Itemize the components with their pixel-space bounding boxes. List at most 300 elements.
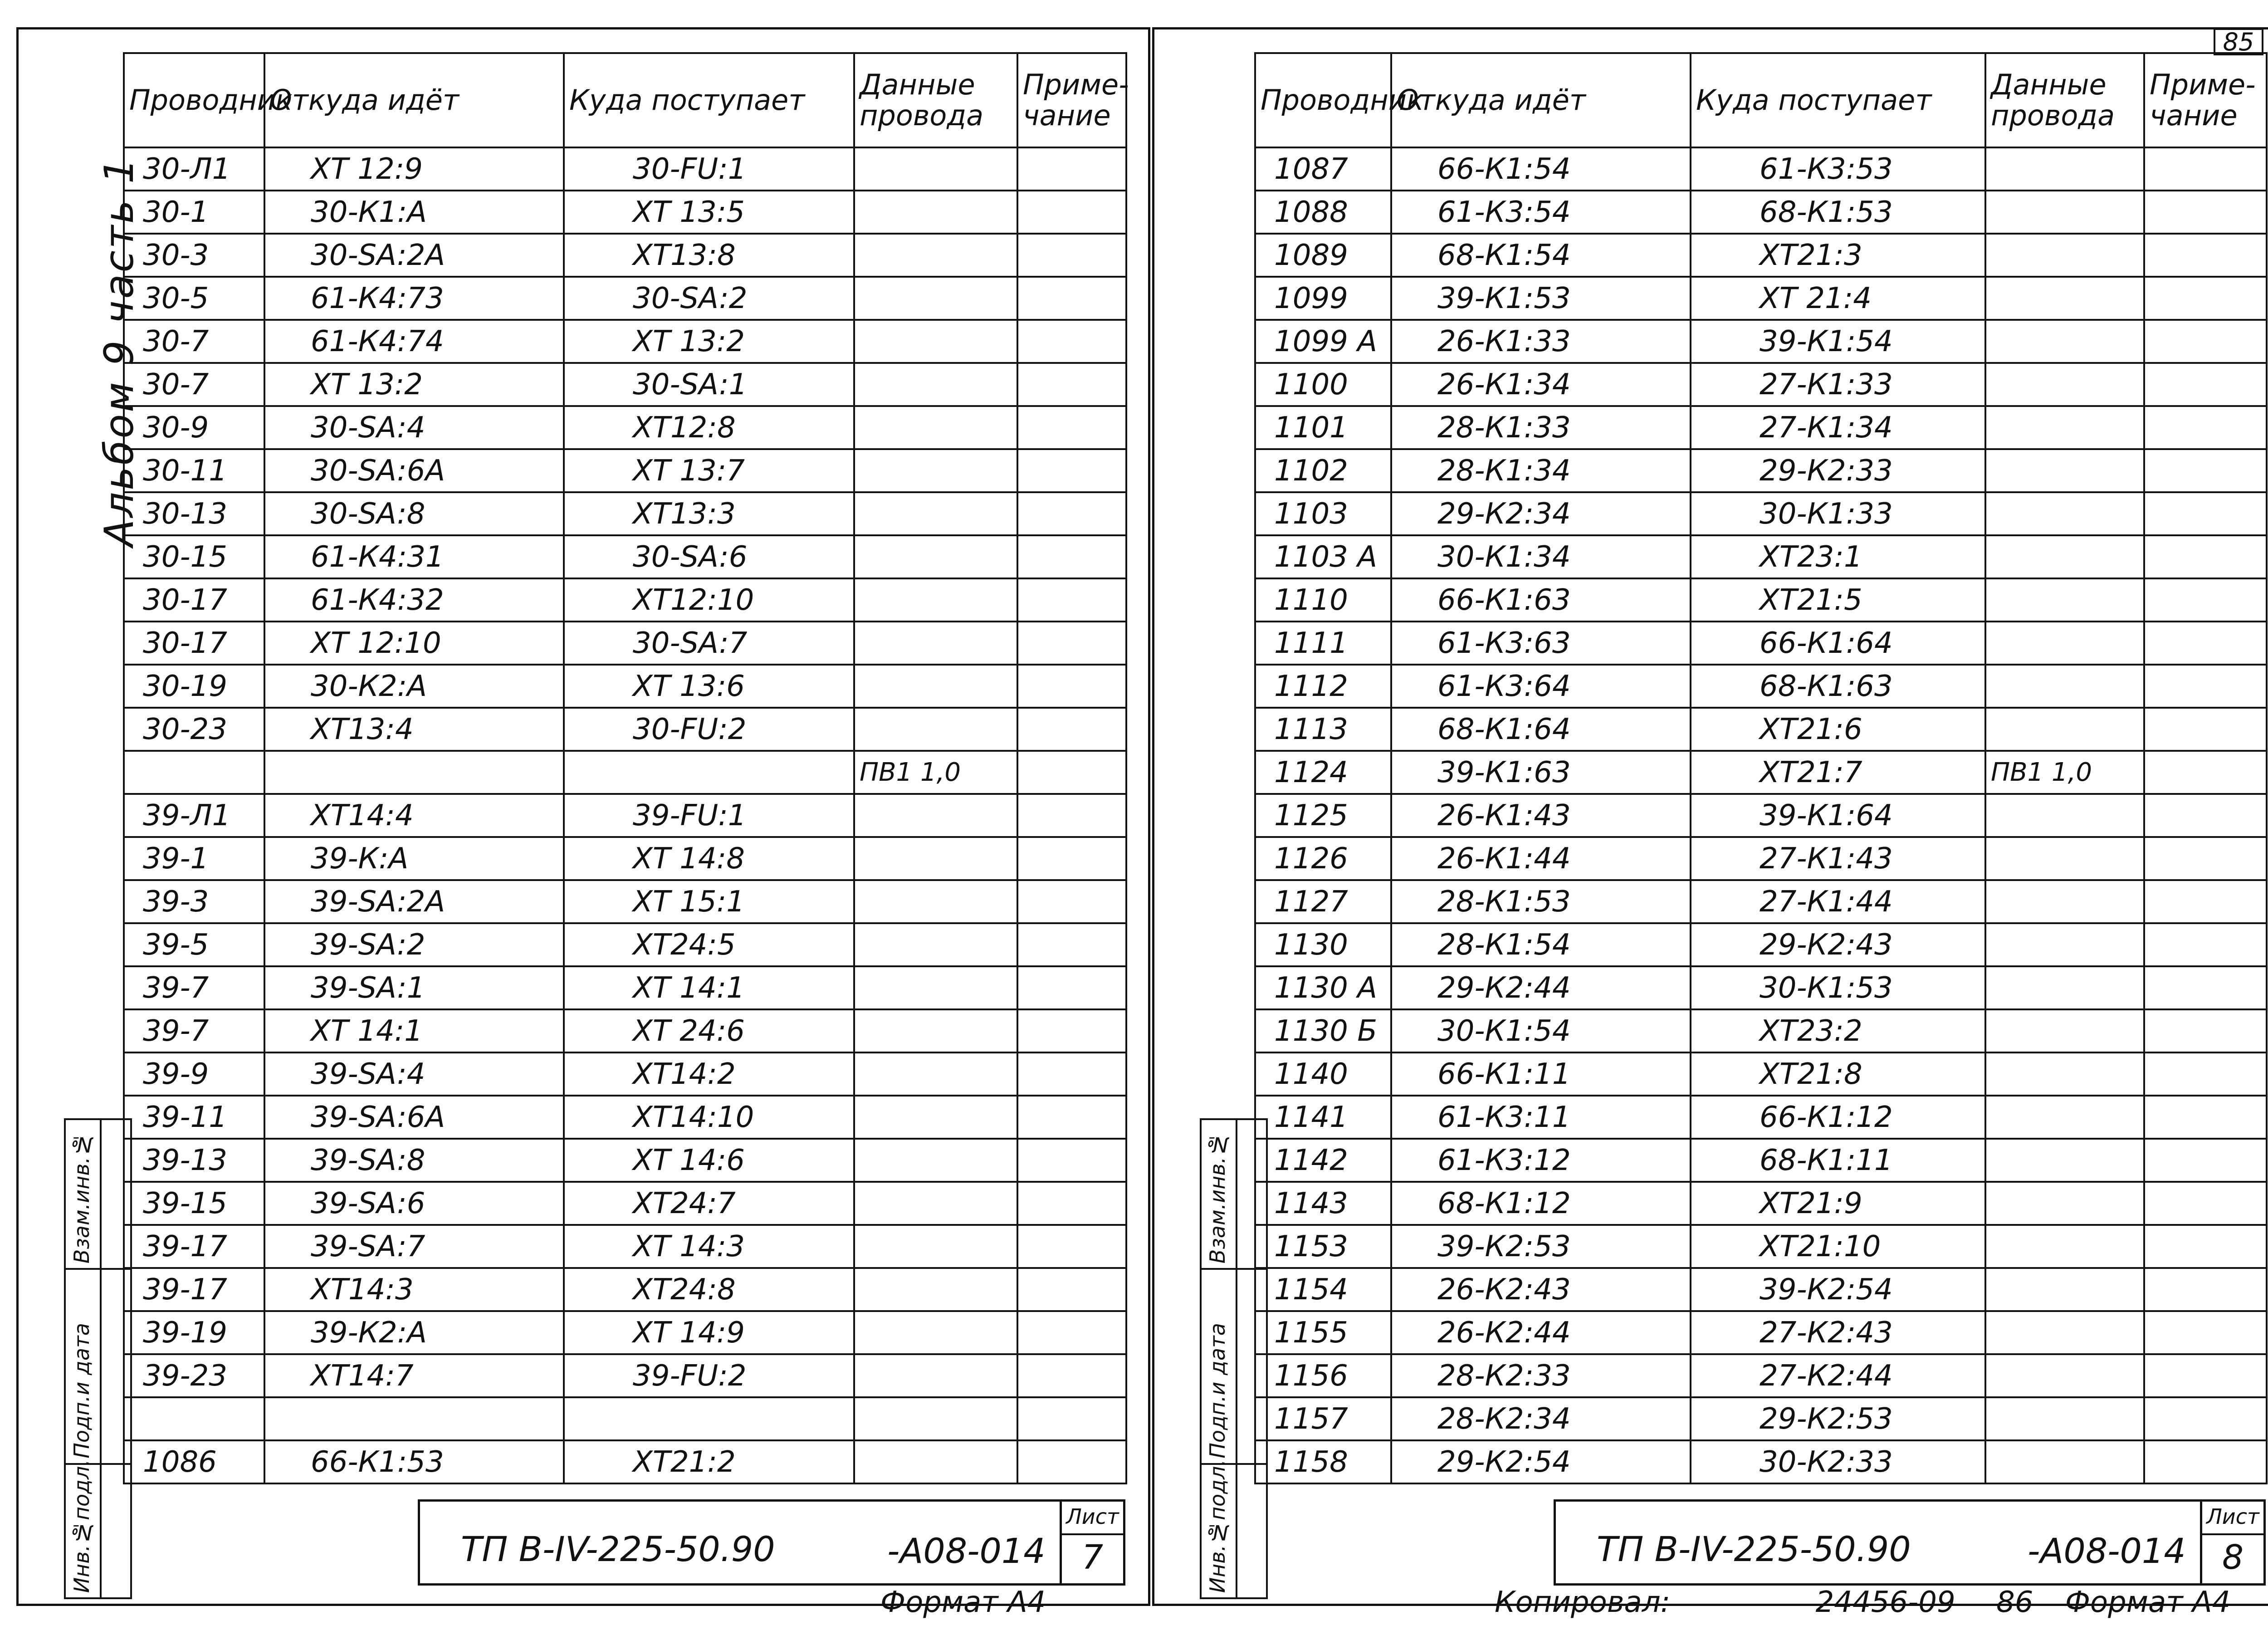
- table-row: [124, 535, 1126, 578]
- cell-wire: 1126: [1255, 837, 1391, 880]
- cell-wire-data: [854, 1354, 1017, 1397]
- table-row: [124, 1182, 1126, 1225]
- table-row: [1255, 794, 2267, 837]
- cell-to: 30-К2:33: [1691, 1440, 1985, 1483]
- table-row: [124, 837, 1126, 880]
- cell-from: 61-К4:31: [264, 535, 564, 578]
- cell-wire: 1110: [1255, 578, 1391, 622]
- col-header-wire-data: Данные провода: [854, 53, 1017, 147]
- cell-wire-data: [854, 1182, 1017, 1225]
- cell-from: 66-К1:54: [1391, 147, 1691, 191]
- cell-wire-data: [854, 1311, 1017, 1354]
- cell-wire: [124, 751, 264, 794]
- table-row: [1255, 578, 2267, 622]
- cell-wire: 1143: [1255, 1182, 1391, 1225]
- cell-to: ХТ21:9: [1691, 1182, 1985, 1225]
- cell-wire-data: [854, 1052, 1017, 1096]
- cell-from: 26-К1:44: [1391, 837, 1691, 880]
- table-row: [1255, 492, 2267, 535]
- cell-from: 28-К1:34: [1391, 449, 1691, 492]
- table-header: [1255, 53, 2267, 147]
- cell-note: [1017, 1311, 1126, 1354]
- cell-note: [2144, 794, 2267, 837]
- cell-note: [1017, 147, 1126, 191]
- cell-wire: 39-7: [124, 1009, 264, 1052]
- stamp-replace-inv: Взам.инв.№: [1202, 1120, 1266, 1270]
- cell-wire-data: [1985, 191, 2144, 234]
- footer-page-number: 86: [1996, 1586, 2033, 1619]
- table-row: [1255, 880, 2267, 923]
- cell-from: 30-К1:34: [1391, 535, 1691, 578]
- cell-note: [2144, 1182, 2267, 1225]
- cell-wire-data: [1985, 449, 2144, 492]
- cell-wire-data: [1985, 1440, 2144, 1483]
- table-row: [124, 665, 1126, 708]
- cell-from: ХТ14:3: [264, 1268, 564, 1311]
- cell-wire-data: [1985, 363, 2144, 406]
- cell-to: 30-SA:2: [564, 277, 854, 320]
- cell-wire: 1099: [1255, 277, 1391, 320]
- cell-to: ХТ 15:1: [564, 880, 854, 923]
- cell-note: [2144, 578, 2267, 622]
- cell-from: ХТ 13:2: [264, 363, 564, 406]
- table-row: [124, 1397, 1126, 1440]
- cell-to: 30-К1:33: [1691, 492, 1985, 535]
- table-row: [1255, 1354, 2267, 1397]
- cell-wire: 1130: [1255, 923, 1391, 966]
- cell-note: [2144, 406, 2267, 449]
- cell-to: 27-К1:34: [1691, 406, 1985, 449]
- cell-note: [2144, 1225, 2267, 1268]
- cell-wire-data: [1985, 1268, 2144, 1311]
- cell-wire-data: [1985, 277, 2144, 320]
- cell-note: [2144, 1096, 2267, 1139]
- table-row: [124, 1354, 1126, 1397]
- cell-wire: 39-11: [124, 1096, 264, 1139]
- cell-wire-data: [854, 923, 1017, 966]
- col-header-to: Куда поступает: [1691, 53, 1985, 147]
- cell-wire: 1153: [1255, 1225, 1391, 1268]
- cell-note: [1017, 837, 1126, 880]
- cell-wire: 1099 А: [1255, 320, 1391, 363]
- cell-to: ХТ 14:3: [564, 1225, 854, 1268]
- album-title: Альбом 9 часть 1: [96, 157, 142, 547]
- cell-from: 26-К2:44: [1391, 1311, 1691, 1354]
- cell-from: ХТ 14:1: [264, 1009, 564, 1052]
- table-row: [1255, 363, 2267, 406]
- cell-wire: 30-15: [124, 535, 264, 578]
- cell-from: 28-К2:33: [1391, 1354, 1691, 1397]
- table-row: [1255, 277, 2267, 320]
- cell-wire-data: [1985, 880, 2144, 923]
- cell-wire-data: [854, 622, 1017, 665]
- cell-from: 28-К1:53: [1391, 880, 1691, 923]
- cell-wire: 30-3: [124, 234, 264, 277]
- cell-from: 61-К4:32: [264, 578, 564, 622]
- cell-note: [1017, 535, 1126, 578]
- cell-to: 30-К1:53: [1691, 966, 1985, 1009]
- col-header-from: Откуда идёт: [1391, 53, 1691, 147]
- cell-to: 68-К1:11: [1691, 1139, 1985, 1182]
- cell-wire-data: [1985, 1052, 2144, 1096]
- table-row: [1255, 147, 2267, 191]
- cell-from: 66-К1:63: [1391, 578, 1691, 622]
- cell-note: [1017, 578, 1126, 622]
- cell-to: ХТ24:8: [564, 1268, 854, 1311]
- cell-from: ХТ 12:10: [264, 622, 564, 665]
- table-row: [124, 1440, 1126, 1483]
- cell-note: [2144, 880, 2267, 923]
- table-row: [1255, 1397, 2267, 1440]
- cell-from: 30-К1:А: [264, 191, 564, 234]
- cell-from: 61-К3:54: [1391, 191, 1691, 234]
- sheet-label: Лист: [1062, 1502, 1123, 1535]
- cell-to: 30-SA:6: [564, 535, 854, 578]
- cell-from: 39-SA:1: [264, 966, 564, 1009]
- cell-from: 28-К1:33: [1391, 406, 1691, 449]
- cell-from: 61-К3:11: [1391, 1096, 1691, 1139]
- stamp-sign-date: Подп.и дата: [66, 1270, 130, 1465]
- cell-from: ХТ14:7: [264, 1354, 564, 1397]
- cell-note: [2144, 449, 2267, 492]
- cell-to: 68-К1:63: [1691, 665, 1985, 708]
- cell-wire: 39-19: [124, 1311, 264, 1354]
- cell-wire-data: [854, 492, 1017, 535]
- cell-from: 30-SA:2А: [264, 234, 564, 277]
- cell-note: [1017, 622, 1126, 665]
- cell-wire-data: [854, 1268, 1017, 1311]
- cell-wire: 1113: [1255, 708, 1391, 751]
- cell-note: [1017, 1009, 1126, 1052]
- cell-to: ХТ 13:2: [564, 320, 854, 363]
- cell-wire-data: [1985, 708, 2144, 751]
- cell-to: ХТ21:2: [564, 1440, 854, 1483]
- cell-wire: 39-13: [124, 1139, 264, 1182]
- table-row: [124, 880, 1126, 923]
- cell-to: ХТ 14:6: [564, 1139, 854, 1182]
- cell-from: 28-К1:54: [1391, 923, 1691, 966]
- cell-wire-data: [854, 837, 1017, 880]
- cell-to: 27-К1:44: [1691, 880, 1985, 923]
- cell-from: 68-К1:54: [1391, 234, 1691, 277]
- table-row: [1255, 665, 2267, 708]
- table-row: [124, 1052, 1126, 1096]
- cell-from: 61-К3:63: [1391, 622, 1691, 665]
- table-row: [1255, 1440, 2267, 1483]
- table-row: [124, 578, 1126, 622]
- cell-to: ХТ12:10: [564, 578, 854, 622]
- cell-from: 26-К1:43: [1391, 794, 1691, 837]
- cell-wire-data: [854, 1225, 1017, 1268]
- cell-to: 30-FU:2: [564, 708, 854, 751]
- table-row: [1255, 234, 2267, 277]
- order-number: 24456-09: [1815, 1586, 1955, 1619]
- cell-note: [2144, 535, 2267, 578]
- cell-to: ХТ 14:9: [564, 1311, 854, 1354]
- cell-wire-data: [1985, 1139, 2144, 1182]
- cell-to: ХТ 13:7: [564, 449, 854, 492]
- cell-note: [2144, 277, 2267, 320]
- cell-note: [1017, 1440, 1126, 1483]
- table-row: [124, 1311, 1126, 1354]
- table-row: [1255, 1009, 2267, 1052]
- cell-to: 27-К1:43: [1691, 837, 1985, 880]
- table-row: [124, 751, 1126, 794]
- wire-table-right: [1254, 52, 2268, 1484]
- cell-wire: 1125: [1255, 794, 1391, 837]
- cell-wire: 1158: [1255, 1440, 1391, 1483]
- cell-note: [2144, 191, 2267, 234]
- cell-wire: 1141: [1255, 1096, 1391, 1139]
- cell-wire-data: [1985, 535, 2144, 578]
- cell-to: 39-FU:2: [564, 1354, 854, 1397]
- cell-note: [2144, 147, 2267, 191]
- cell-note: [1017, 923, 1126, 966]
- table-row: [1255, 191, 2267, 234]
- cell-wire: 1156: [1255, 1354, 1391, 1397]
- cell-note: [2144, 492, 2267, 535]
- cell-wire-data: [1985, 837, 2144, 880]
- cell-wire: 30-17: [124, 578, 264, 622]
- cell-from: ХТ13:4: [264, 708, 564, 751]
- cell-note: [1017, 1139, 1126, 1182]
- document-suffix: -А08-014: [887, 1531, 1046, 1571]
- table-row: [1255, 622, 2267, 665]
- cell-to: 66-К1:64: [1691, 622, 1985, 665]
- cell-note: [1017, 191, 1126, 234]
- cell-from: 28-К2:34: [1391, 1397, 1691, 1440]
- table-row: [124, 406, 1126, 449]
- copied-label: Копировал:: [1495, 1586, 1671, 1619]
- cell-from: 26-К1:33: [1391, 320, 1691, 363]
- cell-from: ХТ14:4: [264, 794, 564, 837]
- cell-to: ХТ14:2: [564, 1052, 854, 1096]
- cell-from: 29-К2:44: [1391, 966, 1691, 1009]
- cell-wire: 30-7: [124, 363, 264, 406]
- table-row: [124, 708, 1126, 751]
- cell-wire-data: [1985, 622, 2144, 665]
- cell-from: 39-SA:8: [264, 1139, 564, 1182]
- cell-to: ХТ24:5: [564, 923, 854, 966]
- cell-to: ХТ 14:8: [564, 837, 854, 880]
- col-header-note: Приме-чание: [2144, 53, 2267, 147]
- copied-by: [1495, 1586, 2230, 1619]
- title-block-left: [418, 1499, 1125, 1586]
- cell-wire: 39-15: [124, 1182, 264, 1225]
- table-row: [124, 1268, 1126, 1311]
- cell-note: [2144, 363, 2267, 406]
- cell-note: [1017, 277, 1126, 320]
- format-label: Формат А4: [880, 1586, 1046, 1619]
- cell-wire-data: [854, 147, 1017, 191]
- table-row: [1255, 1139, 2267, 1182]
- cell-to: 29-К2:33: [1691, 449, 1985, 492]
- cell-wire: 1112: [1255, 665, 1391, 708]
- cell-to: [564, 751, 854, 794]
- table-header: [124, 53, 1126, 147]
- cell-note: [1017, 1397, 1126, 1440]
- cell-from: 39-К1:53: [1391, 277, 1691, 320]
- cell-from: 61-К4:74: [264, 320, 564, 363]
- cell-from: 68-К1:64: [1391, 708, 1691, 751]
- cell-note: [1017, 449, 1126, 492]
- cell-from: 30-SA:6А: [264, 449, 564, 492]
- cell-to: ХТ21:8: [1691, 1052, 1985, 1096]
- cell-from: 39-К1:63: [1391, 751, 1691, 794]
- table-row: [124, 363, 1126, 406]
- cell-from: 30-SA:8: [264, 492, 564, 535]
- cell-from: 30-К2:А: [264, 665, 564, 708]
- cell-wire-data: [854, 449, 1017, 492]
- cell-from: [264, 751, 564, 794]
- table-row: [1255, 1268, 2267, 1311]
- cell-wire-data: [854, 966, 1017, 1009]
- sheet-box: [1060, 1502, 1123, 1583]
- cell-wire-data: ПВ1 1,0: [854, 751, 1017, 794]
- cell-wire-data: [1985, 923, 2144, 966]
- cell-from: 29-К2:54: [1391, 1440, 1691, 1483]
- table-row: [1255, 923, 2267, 966]
- cell-note: [1017, 320, 1126, 363]
- cell-note: [1017, 1354, 1126, 1397]
- cell-wire: 1154: [1255, 1268, 1391, 1311]
- cell-note: [2144, 966, 2267, 1009]
- cell-from: 66-К1:53: [264, 1440, 564, 1483]
- cell-note: [1017, 406, 1126, 449]
- cell-note: [1017, 234, 1126, 277]
- cell-note: [1017, 665, 1126, 708]
- col-header-to: Куда поступает: [564, 53, 854, 147]
- cell-to: ХТ13:3: [564, 492, 854, 535]
- cell-from: 61-К3:12: [1391, 1139, 1691, 1182]
- table-row: [124, 794, 1126, 837]
- col-header-note: Приме-чание: [1017, 53, 1126, 147]
- cell-wire: 39-7: [124, 966, 264, 1009]
- cell-wire: 30-9: [124, 406, 264, 449]
- cell-to: 39-К2:54: [1691, 1268, 1985, 1311]
- cell-note: [2144, 234, 2267, 277]
- cell-wire: 1124: [1255, 751, 1391, 794]
- cell-note: [1017, 708, 1126, 751]
- table-row: [1255, 966, 2267, 1009]
- cell-to: 61-К3:53: [1691, 147, 1985, 191]
- document-suffix: -А08-014: [2028, 1531, 2186, 1571]
- cell-note: [2144, 1311, 2267, 1354]
- cell-note: [1017, 492, 1126, 535]
- cell-wire: 1142: [1255, 1139, 1391, 1182]
- cell-wire: 30-17: [124, 622, 264, 665]
- cell-note: [2144, 320, 2267, 363]
- cell-wire-data: [1985, 320, 2144, 363]
- cell-note: [2144, 1440, 2267, 1483]
- cell-wire: 1130 Б: [1255, 1009, 1391, 1052]
- cell-note: [1017, 794, 1126, 837]
- table-row: [124, 1139, 1126, 1182]
- table-row: [1255, 1182, 2267, 1225]
- cell-wire: 30-1: [124, 191, 264, 234]
- cell-wire-data: [1985, 1311, 2144, 1354]
- cell-wire-data: [854, 880, 1017, 923]
- cell-note: [1017, 751, 1126, 794]
- stamp-replace-inv: Взам.инв.№: [66, 1120, 130, 1270]
- cell-to: ХТ 13:6: [564, 665, 854, 708]
- cell-to: 27-К2:43: [1691, 1311, 1985, 1354]
- cell-to: ХТ12:8: [564, 406, 854, 449]
- cell-from: 39-К2:53: [1391, 1225, 1691, 1268]
- cell-wire-data: [1985, 966, 2144, 1009]
- cell-wire-data: [854, 1096, 1017, 1139]
- cell-wire: 39-1: [124, 837, 264, 880]
- cell-wire: [124, 1397, 264, 1440]
- table-row: [1255, 406, 2267, 449]
- cell-wire: 39-9: [124, 1052, 264, 1096]
- cell-from: 68-К1:12: [1391, 1182, 1691, 1225]
- cell-note: [2144, 1139, 2267, 1182]
- table-row: [124, 1096, 1126, 1139]
- cell-note: [2144, 837, 2267, 880]
- stamp-sign-date: Подп.и дата: [1202, 1270, 1266, 1465]
- cell-to: ХТ24:7: [564, 1182, 854, 1225]
- cell-note: [2144, 708, 2267, 751]
- table-row: [124, 320, 1126, 363]
- cell-to: 30-SA:7: [564, 622, 854, 665]
- cell-wire-data: ПВ1 1,0: [1985, 751, 2144, 794]
- cell-wire: 1157: [1255, 1397, 1391, 1440]
- cell-wire: 39-Л1: [124, 794, 264, 837]
- cell-wire-data: [1985, 1009, 2144, 1052]
- cell-to: ХТ23:1: [1691, 535, 1985, 578]
- cell-wire: 30-Л1: [124, 147, 264, 191]
- cell-wire: 39-23: [124, 1354, 264, 1397]
- table-row: [1255, 449, 2267, 492]
- cell-wire-data: [854, 1397, 1017, 1440]
- cell-wire: 30-11: [124, 449, 264, 492]
- cell-to: 29-К2:43: [1691, 923, 1985, 966]
- wire-table-left: [123, 52, 1127, 1484]
- cell-wire-data: [1985, 1354, 2144, 1397]
- cell-wire-data: [1985, 578, 2144, 622]
- cell-wire: 30-7: [124, 320, 264, 363]
- cell-from: 66-К1:11: [1391, 1052, 1691, 1096]
- cell-to: ХТ 21:4: [1691, 277, 1985, 320]
- table-row: [1255, 751, 2267, 794]
- cell-wire: 1127: [1255, 880, 1391, 923]
- cell-wire-data: [854, 794, 1017, 837]
- cell-from: 30-К1:54: [1391, 1009, 1691, 1052]
- cell-to: [564, 1397, 854, 1440]
- cell-to: ХТ21:6: [1691, 708, 1985, 751]
- cell-to: ХТ21:7: [1691, 751, 1985, 794]
- cell-from: 61-К4:73: [264, 277, 564, 320]
- cell-wire-data: [1985, 147, 2144, 191]
- cell-note: [2144, 923, 2267, 966]
- sheet-label: Лист: [2202, 1502, 2263, 1535]
- cell-wire: 39-5: [124, 923, 264, 966]
- cell-from: 26-К2:43: [1391, 1268, 1691, 1311]
- cell-wire-data: [1985, 492, 2144, 535]
- cell-to: ХТ21:5: [1691, 578, 1985, 622]
- cell-wire: 1155: [1255, 1311, 1391, 1354]
- cell-wire: 1101: [1255, 406, 1391, 449]
- table-row: [124, 622, 1126, 665]
- title-block-right: [1554, 1499, 2266, 1586]
- cell-wire-data: [1985, 406, 2144, 449]
- cell-to: 68-К1:53: [1691, 191, 1985, 234]
- cell-to: ХТ23:2: [1691, 1009, 1985, 1052]
- cell-note: [1017, 363, 1126, 406]
- cell-wire: 1089: [1255, 234, 1391, 277]
- cell-wire-data: [854, 1139, 1017, 1182]
